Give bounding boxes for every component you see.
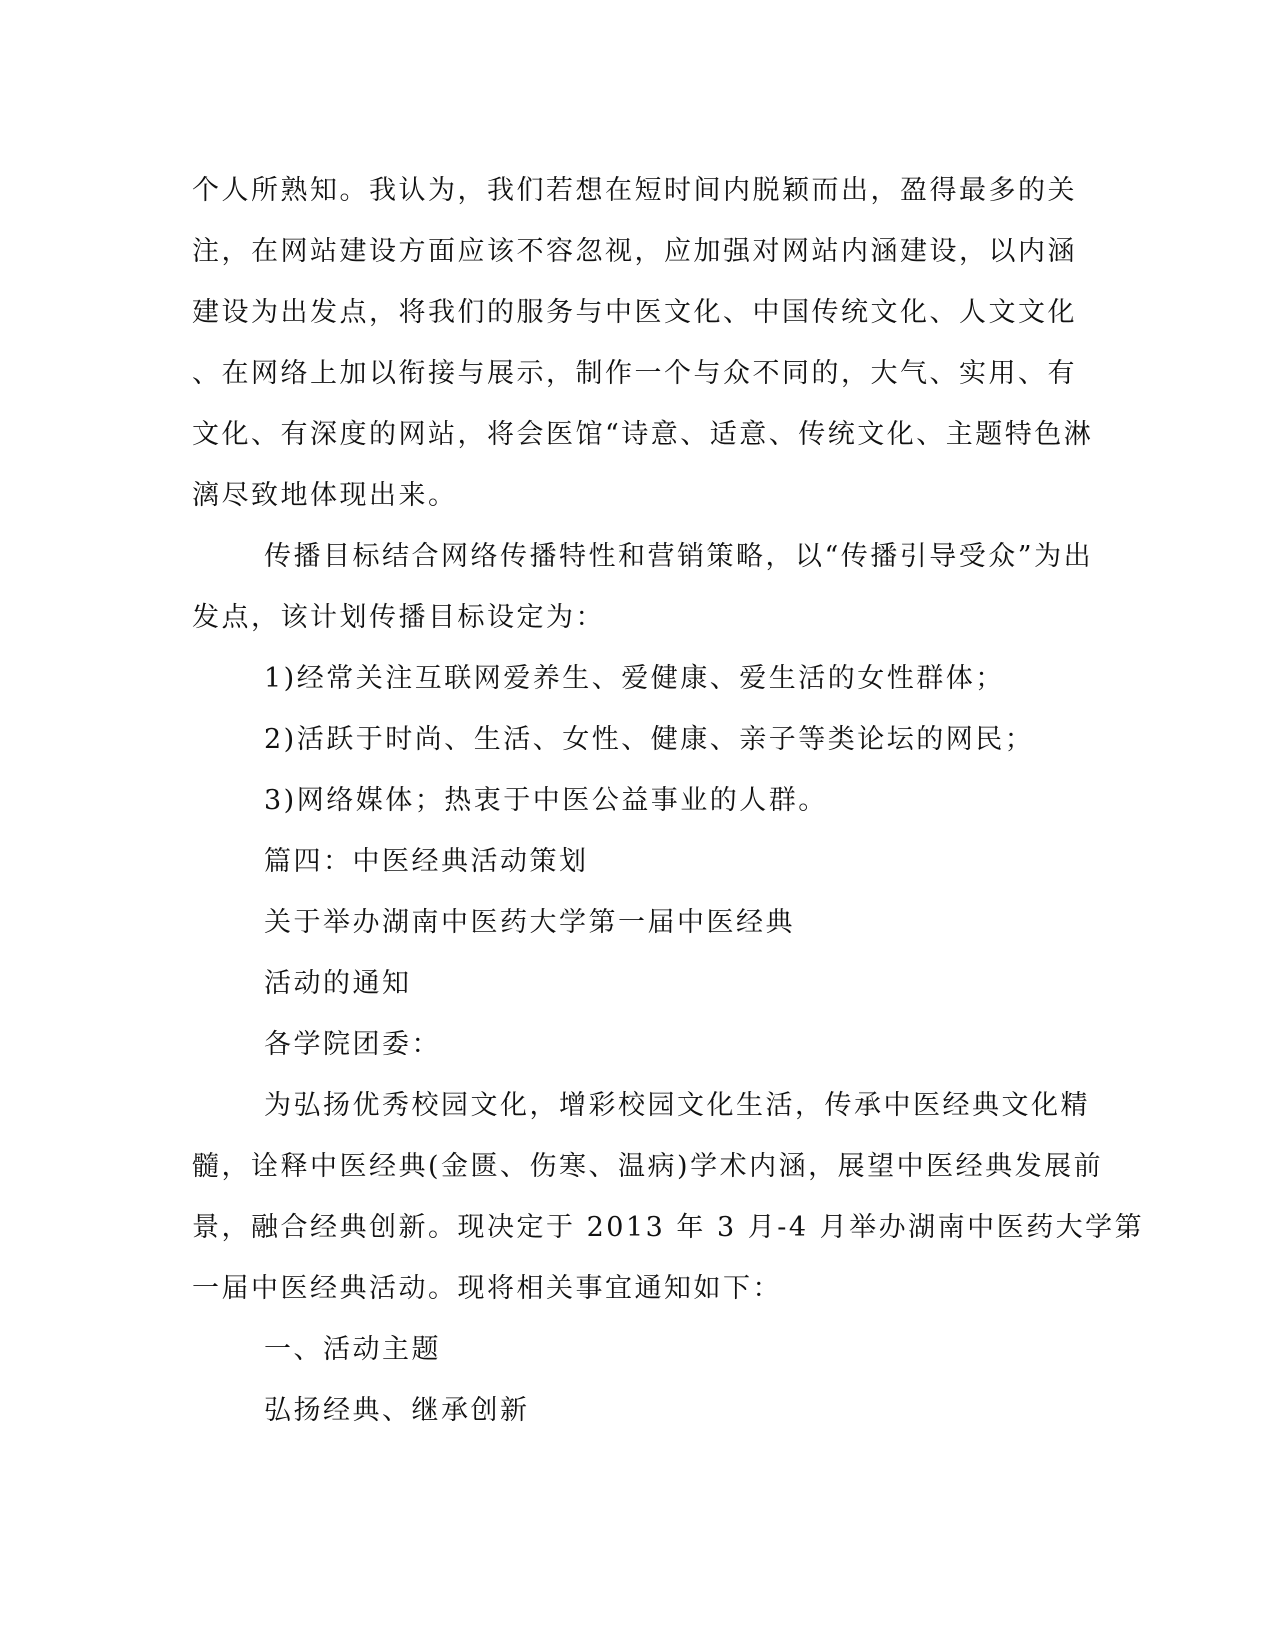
text-line: 漓尽致地体现出来。 [192,480,458,511]
list-item: 2)活跃于时尚、生活、女性、健康、亲子等类论坛的网民； [264,724,1035,755]
paragraph-line: 传播目标结合网络传播特性和营销策略，以“传播引导受众”为出 [264,541,1094,572]
text-line: 个人所熟知。我认为，我们若想在短时间内脱颖而出，盈得最多的关 [192,175,1077,206]
text-line: 景，融合经典创新。现决定于 2013 年 3 月-4 月举办湖南中医药大学第 [192,1212,1145,1243]
text-line: 注，在网站建设方面应该不容忽视，应加强对网站内涵建设，以内涵 [192,236,1077,267]
notice-title-line: 关于举办湖南中医药大学第一届中医经典 [264,907,795,938]
text-line: 、在网络上加以衔接与展示，制作一个与众不同的，大气、实用、有 [192,358,1077,389]
text-line: 建设为出发点，将我们的服务与中医文化、中国传统文化、人文文化 [192,297,1077,328]
text-line: 髓，诠释中医经典(金匮、伤寒、温病)学术内涵，展望中医经典发展前 [192,1151,1104,1182]
paragraph-line: 为弘扬优秀校园文化，增彩校园文化生活，传承中医经典文化精 [264,1090,1090,1121]
section-heading: 一、活动主题 [264,1334,441,1365]
list-item: 1)经常关注互联网爱养生、爱健康、爱生活的女性群体； [264,663,1005,694]
text-line: 发点，该计划传播目标设定为： [192,602,605,633]
list-item: 3)网络媒体；热衷于中医公益事业的人群。 [264,785,828,816]
text-line: 一届中医经典活动。现将相关事宜通知如下： [192,1273,782,1304]
text-line: 文化、有深度的网站，将会医馆“诗意、适意、传统文化、主题特色淋 [192,419,1094,450]
salutation: 各学院团委： [264,1029,441,1060]
theme-text: 弘扬经典、继承创新 [264,1395,530,1426]
notice-title-line: 活动的通知 [264,968,412,999]
document-body [192,160,1145,1441]
section-heading: 篇四：中医经典活动策划 [264,846,589,877]
